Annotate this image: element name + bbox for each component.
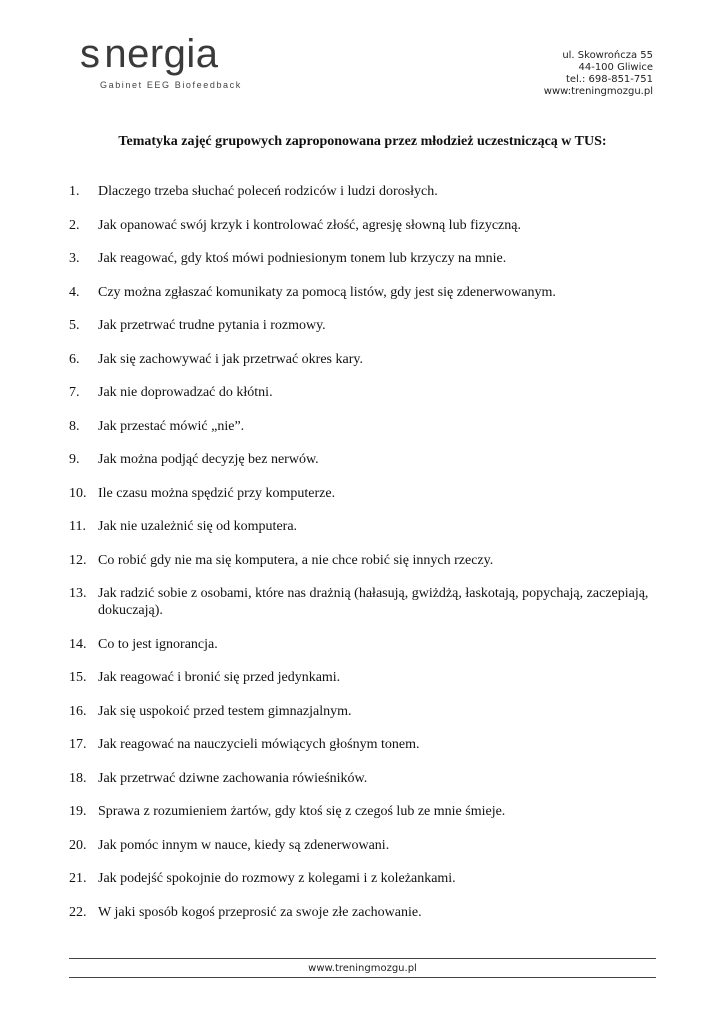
list-item-text: Co to jest ignorancja. [98, 636, 218, 652]
list-item-number: 8. [69, 418, 80, 434]
list-item [69, 485, 649, 502]
list-item-number: 20. [69, 837, 87, 853]
document-title: Tematyka zajęć grupowych zaproponowana przez młodzież uczestniczącą w TUS: [118, 134, 607, 149]
list-item-number: 17. [69, 737, 87, 752]
list-item [69, 803, 649, 820]
list-item-number: 11. [69, 519, 86, 534]
list-item-text: Czy można zgłaszać komunikaty za pomocą listów, gdy jest się zdenerwowanym. [98, 284, 556, 300]
list-item-number: 14. [69, 636, 87, 652]
list-item-number: 1. [69, 184, 80, 199]
list-item [69, 317, 649, 334]
list-item-text: Jak się uspokoić przed testem gimnazjalnym. [98, 703, 352, 719]
contact-city: 44-100 Gliwice [578, 62, 653, 73]
list-item-text: Jak przetrwać dziwne zachowania rówieśników. [98, 770, 368, 786]
list-item-text: W jaki sposób kogoś przeprosić za swoje złe zachowanie. [98, 904, 422, 920]
list-item-text: Jak opanować swój krzyk i kontrolować złość, agresję słowną lub fizyczną. [98, 217, 521, 233]
list-item [69, 837, 649, 854]
list-item [69, 703, 649, 720]
list-item [69, 636, 649, 653]
list-item [69, 217, 649, 234]
list-item-text: Jak reagować na nauczycieli mówiących głośnym tonem. [98, 737, 420, 752]
list-item [69, 585, 649, 619]
list-item-text: Jak można podjąć decyzję bez nerwów. [98, 452, 319, 467]
list-item [69, 418, 649, 435]
list-item-text: Jak reagować, gdy ktoś mówi podniesionym tonem lub krzyczy na mnie. [98, 251, 507, 266]
list-item [69, 183, 649, 200]
list-item-text: Dlaczego trzeba słuchać poleceń rodziców i ludzi dorosłych. [98, 184, 438, 199]
list-item-text: Jak nie uzależnić się od komputera. [98, 519, 298, 534]
list-item [69, 904, 649, 921]
list-item-text: Jak przetrwać trudne pytania i rozmowy. [98, 318, 326, 333]
list-item-number: 5. [69, 318, 80, 333]
contact-phone: tel.: 698-851-751 [565, 74, 653, 85]
list-item [69, 770, 649, 787]
list-item-number: 12. [69, 552, 87, 568]
footer-url: www.treningmozgu.pl [308, 963, 417, 974]
list-item-number: 21. [69, 871, 87, 886]
topic-list [69, 183, 649, 937]
list-item-text: Jak pomóc innym w nauce, kiedy są zdenerwowani. [98, 837, 390, 853]
list-item [69, 284, 649, 301]
contact-website: www:treningmozgu.pl [543, 86, 653, 97]
list-item-number: 10. [69, 485, 87, 501]
list-item-number: 2. [69, 217, 80, 233]
logo-subtitle: Gabinet EEG Biofeedback [100, 80, 242, 90]
list-item [69, 870, 649, 887]
list-item-text: Jak nie doprowadzać do kłótni. [98, 385, 273, 400]
footer-divider-top [69, 958, 656, 959]
footer-divider-bottom [69, 977, 656, 978]
list-item [69, 669, 649, 686]
list-item-number: 13. [69, 586, 87, 601]
list-item [69, 351, 649, 368]
list-item-number: 19. [69, 804, 87, 819]
list-item-number: 4. [69, 284, 80, 300]
list-item-text: Ile czasu można spędzić przy komputerze. [98, 485, 336, 501]
list-item [69, 250, 649, 267]
list-item [69, 518, 649, 535]
synergia-logo [80, 32, 242, 98]
list-item-number: 3. [69, 251, 80, 266]
list-item-text: Jak podejść spokojnie do rozmowy z kolegami i z koleżankami. [98, 871, 456, 886]
list-item [69, 384, 649, 401]
logo-wordmark: s nergia [80, 32, 219, 76]
list-item-text: Co robić gdy nie ma się komputera, a nie chce robić się innych rzeczy. [98, 552, 494, 568]
list-item-number: 9. [69, 452, 80, 467]
list-item-text: Sprawa z rozumieniem żartów, gdy ktoś się z czegoś lub ze mnie śmieje. [98, 804, 506, 819]
list-item-number: 22. [69, 904, 87, 920]
list-item-text: Jak reagować i bronić się przed jedynkami. [98, 670, 341, 685]
list-item-number: 18. [69, 770, 87, 786]
list-item-number: 6. [69, 351, 80, 367]
list-item [69, 736, 649, 753]
list-item [69, 552, 649, 569]
list-item-number: 16. [69, 703, 87, 719]
list-item-text: Jak się zachowywać i jak przetrwać okres kary. [98, 351, 363, 367]
contact-address: ul. Skowrończa 55 [562, 50, 653, 61]
list-item-text: Jak przestać mówić „nie”. [98, 418, 245, 434]
list-item-number: 15. [69, 670, 87, 685]
list-item-text: Jak radzić sobie z osobami, które nas drażnią (hałasują, gwiżdżą, łaskotają, popychają, zaczepiają, dokuczają). [98, 586, 649, 618]
list-item-number: 7. [69, 385, 80, 400]
list-item [69, 451, 649, 468]
contact-block [544, 50, 653, 98]
